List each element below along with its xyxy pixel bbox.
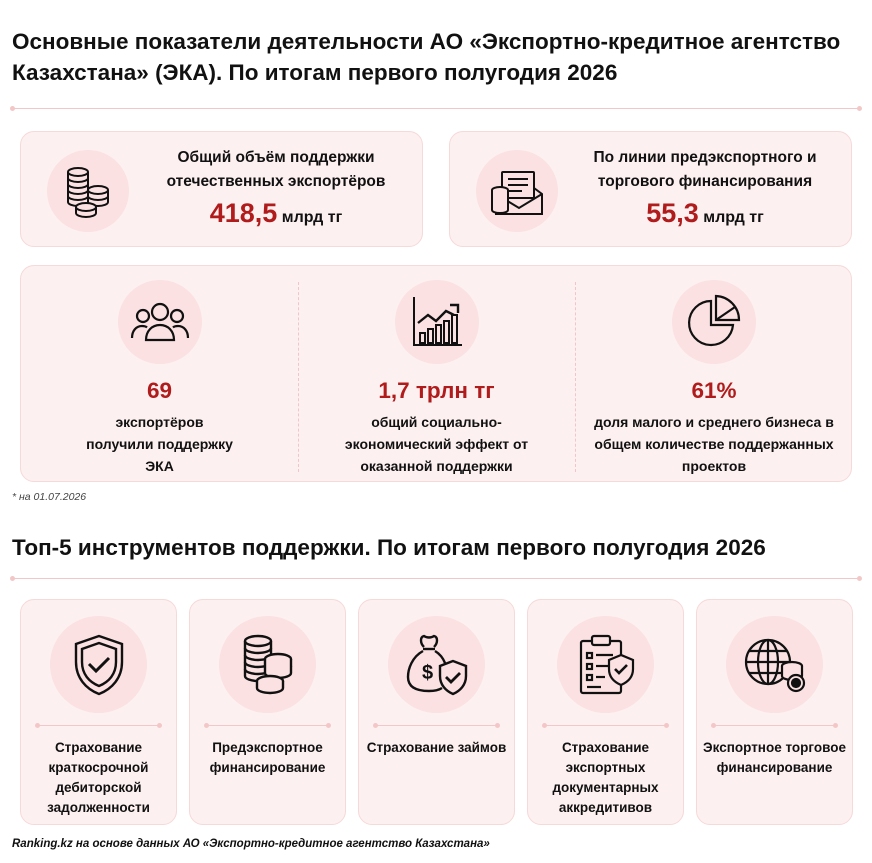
tool-card [189, 599, 346, 825]
coins-stack-icon [47, 150, 129, 232]
tool-card [358, 599, 515, 825]
value-number: 55,3 [646, 198, 699, 228]
envelope-coins-icon [476, 150, 558, 232]
stat-value: 61% [691, 378, 737, 403]
people-group-icon [118, 280, 202, 364]
value-unit: млрд тг [703, 209, 764, 226]
shield-check-icon [50, 616, 147, 713]
source-note: Ranking.kz на основе данных АО «Экспортно-кредитное агентство Казахстана» [12, 838, 490, 850]
tool-card [696, 599, 853, 825]
summary-card-value [570, 198, 840, 229]
clipboard-shield-icon [557, 616, 654, 713]
tool-label: Страхование краткосрочной дебиторской задолженности [47, 740, 150, 815]
summary-card-label: По линии предэкспортного и торгового финансирования [593, 149, 817, 190]
tool-label: Страхование займов [366, 740, 507, 755]
stat-exporters [21, 266, 298, 483]
tool-card [527, 599, 684, 825]
growth-chart-icon [395, 280, 479, 364]
stat-economic-effect [298, 266, 575, 483]
pie-chart-icon [672, 280, 756, 364]
stat-description: экспортёров получили поддержку ЭКА [86, 414, 233, 474]
summary-card-value [141, 198, 411, 229]
stat-value: 1,7 трлн тг [378, 378, 495, 403]
tool-label: Страхование экспортных документарных аккредитивов [552, 740, 659, 815]
tool-label: Предэкспортное финансирование [209, 740, 326, 775]
tool-label: Экспортное торговое финансирование [703, 740, 846, 775]
footnote: * на 01.07.2026 [12, 491, 87, 503]
summary-card-preexport-financing [449, 131, 852, 247]
value-unit: млрд тг [281, 209, 343, 226]
section-title-tools: Топ-5 инструментов поддержки. По итогам первого полугодия 2026 [12, 535, 766, 560]
section-divider [10, 574, 862, 584]
value-number: 418,5 [209, 198, 278, 228]
stat-value: 69 [146, 378, 173, 403]
money-bag-shield-icon [388, 616, 485, 713]
stat-sme-share [575, 266, 853, 483]
stat-description: доля малого и среднего бизнеса в общем количестве поддержанных проектов [594, 414, 834, 474]
page-title: Основные показатели деятельности АО «Экспортно-кредитное агентство Казахстана» (ЭКА). По итогам первого полугодия 2026 [12, 29, 841, 85]
globe-coins-icon [726, 616, 823, 713]
svg-text:$: $ [421, 661, 433, 684]
stats-card [20, 265, 852, 482]
section-divider [10, 104, 862, 114]
tool-card [20, 599, 177, 825]
summary-card-label: Общий объём поддержки отечественных экспортёров [166, 149, 386, 190]
stat-description: общий социально-экономический эффект от оказанной поддержки [344, 414, 529, 474]
summary-card-total-support [20, 131, 423, 247]
coin-stacks-icon [219, 616, 316, 713]
